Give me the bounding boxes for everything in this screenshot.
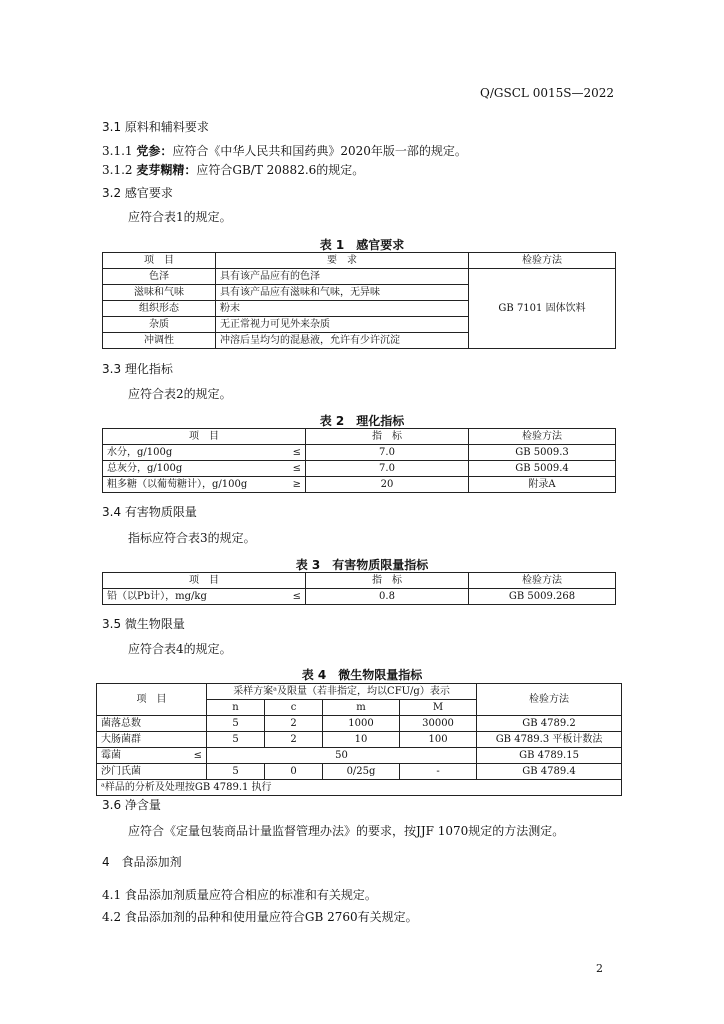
table4-cell-c: 2 (265, 732, 323, 748)
clause-3-1-2 (102, 161, 364, 178)
document-id: Q/GSCL 0015S—2022 (480, 86, 614, 100)
table4-cell-method: GB 4789.2 (477, 716, 622, 732)
table4-cell-m: 10 (323, 732, 400, 748)
table4-cell-item: 菌落总数 (97, 716, 207, 732)
paragraph-3-3: 应符合表2的规定。 (128, 387, 232, 401)
table3-caption: 表 3 有害物质限量指标 (295, 558, 429, 572)
clause-text: 应符合《中华人民共和国药典》2020年版一部的规定。 (172, 144, 467, 158)
table2-cell-item: 粗多糖（以葡萄糖计），g/100g (103, 477, 284, 493)
clause-4-1: 4.1 食品添加剂质量应符合相应的标准和有关规定。 (102, 888, 377, 902)
table2-cell-method: GB 5009.3 (469, 445, 616, 461)
table4-subheader-m: m (323, 700, 400, 716)
table4-subheader-M: M (400, 700, 477, 716)
table4 (96, 683, 622, 796)
table4-cell-op: ≤ (185, 748, 207, 764)
table4-cell-item: 沙门氏菌 (97, 764, 207, 780)
table1-caption: 表 1 感官要求 (319, 238, 405, 252)
table1-cell-req: 具有该产品应有滋味和气味，无异味 (216, 285, 469, 301)
table3-cell-method: GB 5009.268 (469, 589, 616, 605)
clause-term: 党参： (136, 144, 173, 158)
heading-4: 4 食品添加剂 (102, 855, 182, 869)
table3-header-value: 指 标 (306, 573, 469, 589)
table3-cell-value: 0.8 (306, 589, 469, 605)
table2-cell-item: 总灰分，g/100g (103, 461, 284, 477)
table4-header-method: 检验方法 (477, 684, 622, 716)
table1-cell-req: 无正常视力可见外来杂质 (216, 317, 469, 333)
paragraph-3-2: 应符合表1的规定。 (128, 210, 232, 224)
table4-cell-M: 100 (400, 732, 477, 748)
paragraph-3-6: 应符合《定量包装商品计量监督管理办法》的要求，按JJF 1070规定的方法测定。 (128, 824, 565, 838)
table1-cell-req: 粉末 (216, 301, 469, 317)
table2-cell-op: ≤ (284, 445, 306, 461)
table3-header-item: 项 目 (103, 573, 306, 589)
heading-3-3: 3.3 理化指标 (102, 362, 173, 376)
table2-header-value: 指 标 (306, 429, 469, 445)
table2-cell-item: 水分，g/100g (103, 445, 284, 461)
table4-cell-value: 50 (207, 748, 477, 764)
table3-header-method: 检验方法 (469, 573, 616, 589)
table2-cell-method: 附录A (469, 477, 616, 493)
paragraph-3-5: 应符合表4的规定。 (128, 642, 232, 656)
table1-cell-item: 色泽 (103, 269, 216, 285)
table2-cell-value: 20 (306, 477, 469, 493)
table1-cell-item: 组织形态 (103, 301, 216, 317)
table1-cell-method: GB 7101 固体饮料 (469, 269, 616, 349)
table2-cell-op: ≥ (284, 477, 306, 493)
table4-subheader-n: n (207, 700, 265, 716)
table4-header-item: 项 目 (97, 684, 207, 716)
table2 (102, 428, 616, 493)
table4-cell-method: GB 4789.4 (477, 764, 622, 780)
clause-text: 应符合GB/T 20882.6的规定。 (196, 163, 365, 177)
table4-cell-method: GB 4789.3 平板计数法 (477, 732, 622, 748)
table1-cell-req: 冲溶后呈均匀的混悬液，允许有少许沉淀 (216, 333, 469, 349)
heading-3-2: 3.2 感官要求 (102, 186, 173, 200)
table2-header-method: 检验方法 (469, 429, 616, 445)
table4-cell-n: 5 (207, 732, 265, 748)
table4-cell-m: 1000 (323, 716, 400, 732)
page-number: 2 (596, 962, 603, 975)
clause-number: 3.1.1 (102, 144, 133, 158)
table3-cell-op: ≤ (284, 589, 306, 605)
table1-header-method: 检验方法 (469, 253, 616, 269)
table2-cell-method: GB 5009.4 (469, 461, 616, 477)
table2-caption: 表 2 理化指标 (319, 414, 405, 428)
paragraph-3-4: 指标应符合表3的规定。 (128, 531, 256, 545)
clause-number: 3.1.2 (102, 163, 133, 177)
table1-cell-req: 具有该产品应有的色泽 (216, 269, 469, 285)
clause-term: 麦芽糊精： (136, 163, 197, 177)
table4-cell-method: GB 4789.15 (477, 748, 622, 764)
table4-footnote: ᵃ样品的分析及处理按GB 4789.1 执行 (97, 780, 622, 796)
clause-4-2: 4.2 食品添加剂的品种和使用量应符合GB 2760有关规定。 (102, 910, 418, 924)
table1-cell-item: 杂质 (103, 317, 216, 333)
table2-header-item: 项 目 (103, 429, 306, 445)
table4-cell-M: 30000 (400, 716, 477, 732)
table1-header-item: 项 目 (103, 253, 216, 269)
table4-cell-c: 2 (265, 716, 323, 732)
table1-cell-item: 冲调性 (103, 333, 216, 349)
table4-cell-n: 5 (207, 716, 265, 732)
table2-cell-value: 7.0 (306, 461, 469, 477)
table1 (102, 252, 616, 349)
table4-cell-m: 0/25g (323, 764, 400, 780)
table4-cell-item: 大肠菌群 (97, 732, 207, 748)
table1-header-req: 要 求 (216, 253, 469, 269)
table2-cell-value: 7.0 (306, 445, 469, 461)
heading-3-6: 3.6 净含量 (102, 798, 161, 812)
table1-cell-item: 滋味和气味 (103, 285, 216, 301)
heading-3-5: 3.5 微生物限量 (102, 617, 185, 631)
clause-3-1-1 (102, 142, 467, 159)
table4-cell-item: 霉菌 (97, 748, 185, 764)
table3 (102, 572, 616, 605)
table4-cell-M: - (400, 764, 477, 780)
heading-3-4: 3.4 有害物质限量 (102, 505, 197, 519)
table3-cell-item: 铅（以Pb计），mg/kg (103, 589, 284, 605)
table2-cell-op: ≤ (284, 461, 306, 477)
table4-subheader-c: c (265, 700, 323, 716)
table4-cell-n: 5 (207, 764, 265, 780)
table4-cell-c: 0 (265, 764, 323, 780)
heading-3-1: 3.1 原料和辅料要求 (102, 120, 209, 134)
table4-header-plan: 采样方案ᵃ及限量（若非指定，均以CFU/g）表示 (207, 684, 477, 700)
table4-caption: 表 4 微生物限量指标 (301, 668, 423, 682)
